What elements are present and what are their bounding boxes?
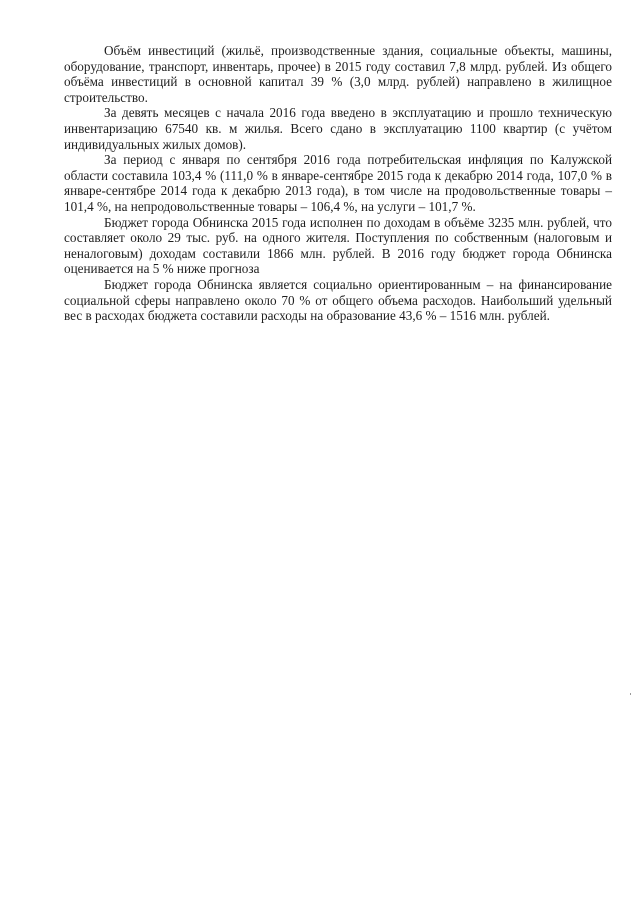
paragraph-housing: За девять месяцев с начала 2016 года введено в эксплуатацию и прошло техническую инвентаризацию 67540 кв. м жилья. Всего сдано в эксплуатацию 1100 квартир (с учётом индивидуальных жилых домов). <box>64 105 612 152</box>
scan-speck <box>630 693 631 695</box>
paragraph-investments: Объём инвестиций (жильё, производственные здания, социальные объекты, машины, оборудование, транспорт, инвентарь, прочее) в 2015 году составил 7,8 млрд. рублей. Из общего объёма инвестиций в основной капитал 39 % (3,0 млрд. рублей) направлено в жилищное строительство. <box>64 43 612 105</box>
paragraph-budget-revenue: Бюджет города Обнинска 2015 года исполнен по доходам в объёме 3235 млн. рублей, что составляет около 29 тыс. руб. на одного жителя. Поступления по собственным (налоговым и неналоговым) доходам составили 1866 млн. рублей. В 2016 году бюджет города Обнинска оценивается на 5 % ниже прогноза <box>64 214 612 277</box>
paragraph-inflation: За период с января по сентября 2016 года потребительская инфляция по Калужской области составила 103,4 % (111,0 % в январе-сентябре 2015 года к декабрю 2014 года, 107,0 % в январе-сентябре 2014 года к декабрю 2013 года), в том числе на продовольственные товары – 101,4 %, на непродовольственные товары – 106,4 %, на услуги – 101,7 %. <box>64 152 612 214</box>
paragraph-budget-spending: Бюджет города Обнинска является социально ориентированным – на финансирование социальной сферы направлено около 70 % от общего объема расходов. Наибольший удельный вес в расходах бюджета составили расходы на образование 43,6 % – 1516 млн. рублей. <box>64 276 612 324</box>
document-body <box>64 43 612 324</box>
